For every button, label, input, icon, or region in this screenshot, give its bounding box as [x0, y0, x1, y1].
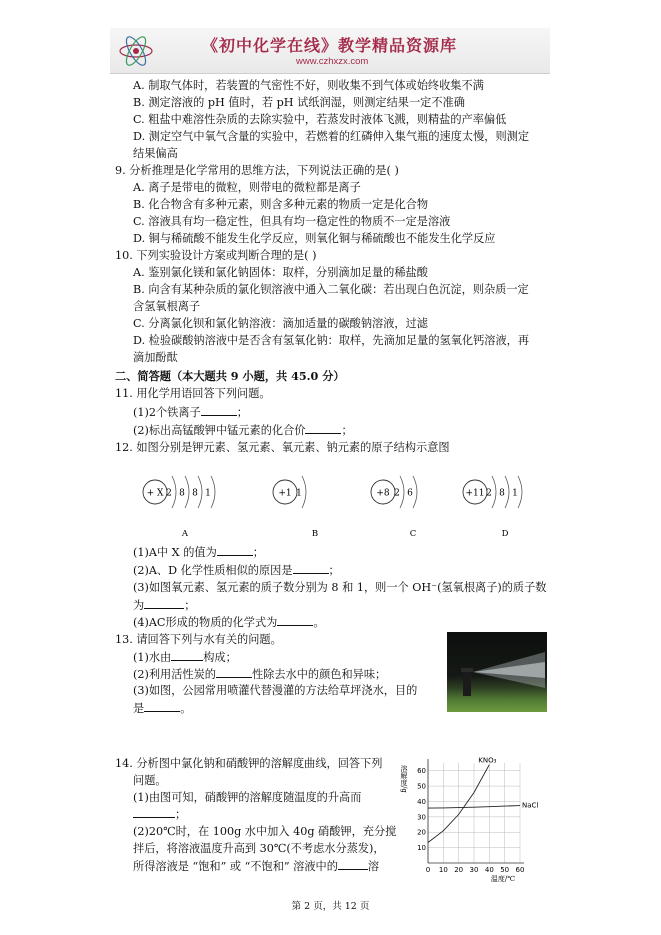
- line-text: B. 向含有某种杂质的氯化钡溶液中通入二氧化碳：若出现白色沉淀，则杂质一定: [133, 283, 529, 296]
- line-text: 12. 如图分别是钾元素、氢元素、氧元素、钠元素的原子结构示意图: [115, 441, 450, 454]
- text-line: [133, 667, 386, 682]
- text-line: [133, 581, 547, 595]
- line-text-after: ；: [175, 808, 187, 821]
- text-line: [133, 842, 385, 856]
- line-text: A. 制取气体时，若装置的气密性不好，则收集不到气体或始终收集不满: [133, 79, 484, 92]
- line-text: 拌后，将溶液温度升高到 30℃(不考虑水分蒸发)，: [133, 842, 385, 855]
- x-tick-label: 40: [484, 866, 494, 874]
- answer-blank[interactable]: [277, 615, 313, 626]
- atom-label: D: [501, 529, 509, 539]
- electron-count: 2: [394, 488, 400, 499]
- answer-blank[interactable]: [217, 545, 253, 556]
- answer-blank[interactable]: [144, 701, 180, 712]
- text-line: [133, 423, 353, 438]
- x-tick-label: 20: [454, 866, 464, 874]
- electron-shell-arc: [302, 476, 306, 508]
- nucleus-charge: +11: [465, 488, 485, 499]
- electron-count: 2: [166, 488, 172, 499]
- answer-blank[interactable]: [305, 423, 341, 434]
- line-text-after: ；: [236, 406, 248, 419]
- text-line: [133, 825, 396, 839]
- text-line: [133, 198, 428, 212]
- answer-blank[interactable]: [171, 650, 203, 661]
- line-text: 14. 分析图中氯化钠和硝酸钾的溶解度曲线，回答下列: [115, 757, 383, 770]
- line-text: (1)由图可知，硝酸钾的溶解度随温度的升高而: [133, 791, 362, 804]
- electron-shell-arc: [518, 476, 522, 508]
- text-line: [115, 164, 399, 178]
- line-text: C. 粗盐中难溶性杂质的去除实验中，若蒸发时液体飞溅，则精盐的产率偏低: [133, 113, 507, 126]
- line-text: B. 测定溶液的 pH 值时，若 pH 试纸润湿，则测定结果一定不准确: [133, 96, 465, 109]
- line-text: 含氢氧根离子: [133, 300, 201, 313]
- answer-blank[interactable]: [216, 667, 252, 678]
- y-tick-label: 10: [417, 844, 426, 853]
- answer-blank[interactable]: [144, 598, 184, 609]
- line-text: 为: [133, 599, 145, 612]
- line-text-after: 构成；: [203, 651, 237, 664]
- line-text: 所得溶液是 “饱和” 或 “不饱和” 溶液中的: [133, 860, 338, 873]
- nucleus-charge: + X: [146, 488, 164, 499]
- line-text: 9. 分析推理是化学常用的思维方法，下列说法正确的是( ): [115, 164, 399, 177]
- electron-shell-arc: [172, 476, 176, 508]
- line-text: C. 溶液具有均一稳定性，但具有均一稳定性的物质不一定是溶液: [133, 215, 451, 228]
- electron-count: 8: [179, 488, 185, 499]
- text-line: [115, 369, 345, 383]
- atom-label: C: [409, 529, 417, 539]
- line-text: (1)水由: [133, 651, 172, 664]
- electron-count: 1: [205, 488, 211, 499]
- line-text: (2)标出高锰酸钾中锰元素的化合价: [133, 424, 306, 437]
- y-tick-label: 50: [417, 782, 426, 791]
- atom-structure-figure: [135, 468, 535, 540]
- line-text-after: 。: [313, 616, 325, 629]
- text-line: [133, 232, 496, 246]
- text-line: [115, 757, 382, 771]
- page-header: [110, 28, 550, 74]
- line-text: 结果偏高: [133, 147, 178, 160]
- x-axis-label: 温度/℃: [490, 875, 516, 883]
- line-text: 问题。: [133, 774, 167, 787]
- y-axis-label: 溶解度/g: [400, 765, 408, 793]
- answer-blank[interactable]: [338, 859, 368, 870]
- electron-count: 1: [512, 488, 518, 499]
- line-text: 10. 下列实验设计方案或判断合理的是( ): [115, 249, 317, 262]
- text-line: [133, 807, 186, 822]
- text-line: [133, 859, 379, 874]
- line-text: (2)A、D 化学性质相似的原因是: [133, 564, 293, 577]
- text-line: [133, 650, 237, 665]
- line-text: (2)20℃时，在 100g 水中加入 40g 硝酸钾，充分搅: [133, 825, 397, 838]
- text-line: [133, 147, 178, 161]
- line-text-after: 溶: [367, 860, 380, 873]
- text-line: [115, 249, 316, 263]
- text-line: [133, 774, 167, 788]
- line-text: D. 检验碳酸钠溶液中是否含有氢氧化钠：取样，先滴加足量的氢氧化钙溶液，再: [133, 334, 530, 347]
- page-footer: 第 2 页，共 12 页: [291, 901, 370, 912]
- header-url: www.czhxzx.com: [296, 56, 369, 67]
- line-text: D. 铜与稀硫酸不能发生化学反应，则氧化铜与稀硫酸也不能发生化学反应: [133, 232, 496, 245]
- text-line: [133, 405, 248, 420]
- answer-blank[interactable]: [201, 405, 237, 416]
- text-line: [133, 334, 529, 348]
- y-tick-label: 40: [417, 797, 426, 806]
- electron-shell-arc: [211, 476, 215, 508]
- text-line: [133, 266, 428, 280]
- text-line: [115, 633, 282, 647]
- line-text: C. 分离氯化钡和氯化钠溶液：滴加适量的碳酸钠溶液，过滤: [133, 317, 428, 330]
- text-line: [133, 791, 361, 805]
- electron-count: 6: [407, 488, 413, 499]
- text-line: [133, 79, 484, 93]
- electron-shell-arc: [185, 476, 189, 508]
- line-text: (1)2个铁离子: [133, 406, 201, 419]
- electron-shell-arc: [505, 476, 509, 508]
- answer-blank[interactable]: [133, 807, 175, 818]
- nucleus-charge: +8: [376, 488, 390, 499]
- y-tick-label: 20: [417, 828, 426, 837]
- y-tick-label: 30: [417, 813, 426, 822]
- text-line: [115, 441, 450, 455]
- line-text: (3)如图，公园常用喷灌代替漫灌的方法给草坪浇水，目的: [133, 684, 418, 697]
- electron-count: 2: [486, 488, 492, 499]
- text-line: [133, 684, 417, 698]
- text-line: [133, 701, 191, 716]
- x-tick-label: 10: [438, 866, 448, 874]
- x-tick-label: 60: [515, 866, 525, 874]
- header-title: 《初中化学在线》教学精品资源库: [202, 36, 458, 55]
- y-tick-label: 60: [417, 767, 426, 776]
- text-line: [133, 215, 450, 229]
- sprinkler-photo: [447, 632, 547, 712]
- line-text-after: ；: [252, 546, 264, 559]
- x-tick-label: 30: [469, 866, 479, 874]
- line-text-after: 性除去水中的颜色和异味；: [251, 668, 387, 681]
- line-text: 13. 请回答下列与水有关的问题。: [115, 633, 282, 646]
- line-text: 11. 用化学用语回答下列问题。: [115, 387, 271, 400]
- line-text: 是: [133, 702, 145, 715]
- text-line: [115, 387, 271, 401]
- line-text: (1)A中 X 的值为: [133, 546, 217, 559]
- atom-label: B: [311, 529, 319, 539]
- text-line: [133, 317, 428, 331]
- line-text: (3)如图氧元素、氢元素的质子数分别为 8 和 1，则一个 OH⁻(氢氧根离子)的质子数: [133, 581, 547, 594]
- electron-shell-arc: [400, 476, 404, 508]
- atom-label: A: [181, 529, 189, 539]
- line-text: A. 鉴别氯化镁和氯化钠固体：取样，分别滴加足量的稀盐酸: [133, 266, 428, 279]
- text-line: [133, 351, 178, 365]
- electron-shell-arc: [198, 476, 202, 508]
- line-text-after: ；: [328, 564, 340, 577]
- electron-count: 8: [192, 488, 198, 499]
- text-line: [133, 300, 200, 314]
- text-line: [133, 181, 361, 195]
- line-text-after: ；: [184, 599, 196, 612]
- line-text-after: 。: [180, 702, 192, 715]
- line-text: 二、简答题（本大题共 9 小题，共 45.0 分）: [115, 369, 345, 383]
- text-line: [133, 130, 529, 144]
- line-text: (2)利用活性炭的: [133, 668, 216, 681]
- line-text: B. 化合物含有多种元素，则含多种元素的物质一定是化合物: [133, 198, 429, 211]
- x-tick-label: 50: [500, 866, 510, 874]
- nucleus-charge: +1: [278, 488, 292, 499]
- electron-count: 8: [499, 488, 505, 499]
- text-line: [133, 615, 325, 630]
- atom-logo-icon: [118, 34, 154, 68]
- x-tick-label: 0: [425, 866, 431, 874]
- answer-blank[interactable]: [293, 563, 329, 574]
- electron-shell-arc: [492, 476, 496, 508]
- line-text: A. 离子是带电的微粒，则带电的微粒都是离子: [133, 181, 361, 194]
- text-line: [133, 283, 529, 297]
- solubility-chart: [398, 755, 538, 883]
- text-line: [133, 545, 264, 560]
- line-text-after: ；: [341, 424, 353, 437]
- series-label: NaCl: [522, 801, 538, 810]
- electron-count: 1: [296, 488, 302, 499]
- line-text: (4)AC形成的物质的化学式为: [133, 616, 278, 629]
- text-line: [133, 113, 506, 127]
- text-line: [133, 96, 465, 110]
- line-text: 滴加酚酞: [133, 351, 178, 364]
- electron-shell-arc: [413, 476, 417, 508]
- line-text: D. 测定空气中氧气含量的实验中，若燃着的红磷伸入集气瓶的速度太慢，则测定: [133, 130, 530, 143]
- series-label: KNO₃: [478, 756, 497, 765]
- text-line: [133, 598, 195, 613]
- text-line: [133, 563, 340, 578]
